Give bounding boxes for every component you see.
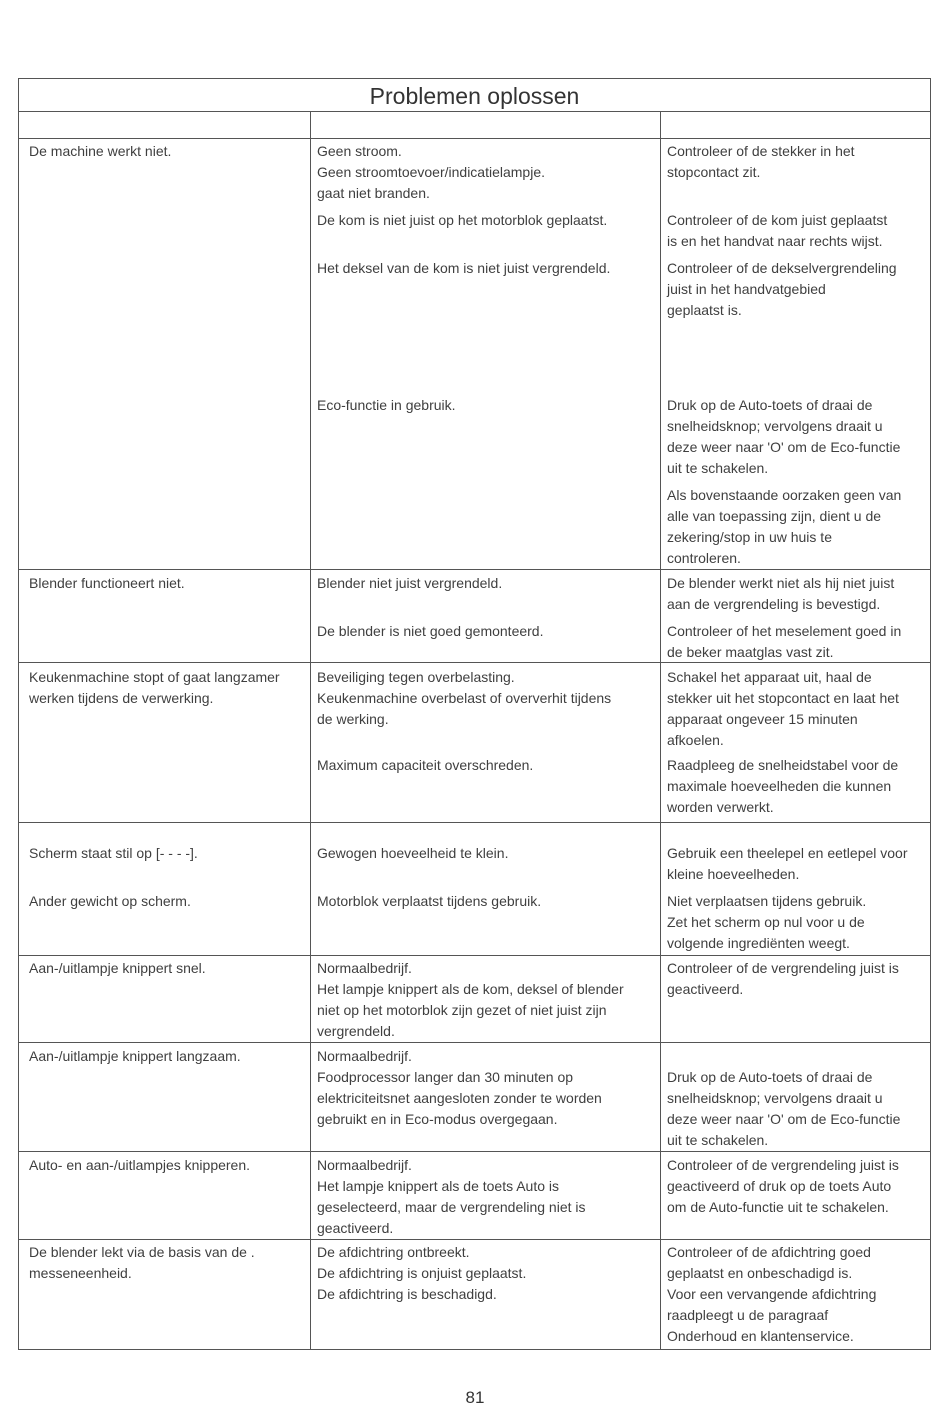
solution-cell-line: deze weer naar 'O' om de Eco-functie [667, 1111, 901, 1127]
cause-cell [317, 573, 502, 594]
solution-cell [667, 755, 898, 818]
solution-cell [667, 395, 900, 479]
solution-cell [667, 843, 908, 885]
problem-cell [29, 1046, 241, 1067]
cause-cell-line: Geen stroomtoevoer/indicatielampje. [317, 164, 546, 180]
cause-cell-line: Normaalbedrijf. [317, 1048, 412, 1064]
solution-cell [667, 1067, 900, 1151]
cause-cell-line: Normaalbedrijf. [317, 1157, 412, 1173]
cause-cell-line: gebruikt en in Eco-modus overgegaan. [317, 1111, 558, 1127]
cause-cell-line: vergrendeld. [317, 1023, 395, 1039]
solution-cell-line: apparaat ongeveer 15 minuten [667, 711, 858, 727]
problem-cell [29, 891, 191, 912]
cause-cell-line: Maximum capaciteit overschreden. [317, 757, 534, 773]
solution-cell-line: Onderhoud en klantenservice. [667, 1328, 854, 1344]
cause-cell-line: Het deksel van de kom is niet juist vergrendeld. [317, 260, 611, 276]
solution-cell-line: controleren. [667, 550, 741, 566]
cause-cell-line: elektriciteitsnet aangesloten zonder te worden [317, 1090, 602, 1106]
cause-cell [317, 1155, 586, 1239]
problem-cell-line: Keukenmachine stopt of gaat langzamer [29, 669, 280, 685]
problem-cell-line: De machine werkt niet. [29, 143, 172, 159]
page-title: Problemen oplossen [19, 79, 930, 112]
problem-cell-line: Scherm staat stil op [- - - -]. [29, 845, 198, 861]
solution-cell-line: Controleer of de stekker in het [667, 143, 855, 159]
cause-cell-line: Foodprocessor langer dan 30 minuten op [317, 1069, 574, 1085]
cause-cell [317, 667, 611, 730]
problem-cell-line: Aan-/uitlampje knippert snel. [29, 960, 206, 976]
row-divider [19, 955, 930, 956]
solution-cell-line: aan de vergrendeling is bevestigd. [667, 596, 881, 612]
cause-cell-line: Gewogen hoeveelheid te klein. [317, 845, 509, 861]
column-divider [310, 111, 311, 1349]
solution-cell-line: geactiveerd. [667, 981, 744, 997]
cause-cell [317, 843, 508, 864]
solution-cell-line: Controleer of de vergrendeling juist is [667, 960, 899, 976]
solution-cell-line: Raadpleeg de snelheidstabel voor de [667, 757, 899, 773]
solution-cell-line: zekering/stop in uw huis te [667, 529, 832, 545]
cause-cell [317, 958, 624, 1042]
solution-cell-line: is en het handvat naar rechts wijst. [667, 233, 883, 249]
cause-cell [317, 395, 456, 416]
problem-cell [29, 667, 280, 709]
cause-cell-line: De afdichtring is onjuist geplaatst. [317, 1265, 527, 1281]
cause-cell [317, 1046, 602, 1130]
cause-cell-line: geselecteerd, maar de vergrendeling niet is [317, 1199, 586, 1215]
cause-cell-line: De kom is niet juist op het motorblok geplaatst. [317, 212, 608, 228]
column-divider [660, 111, 661, 1349]
solution-cell-line: Druk op de Auto-toets of draai de [667, 1069, 873, 1085]
solution-cell-line: uit te schakelen. [667, 460, 769, 476]
solution-cell-line: geplaatst is. [667, 302, 742, 318]
solution-cell-line: Zet het scherm op nul voor u de [667, 914, 865, 930]
problem-cell-line: Auto- en aan-/uitlampjes knipperen. [29, 1157, 251, 1173]
cause-cell [317, 141, 545, 204]
solution-cell-line: alle van toepassing zijn, dient u de [667, 508, 882, 524]
cause-cell [317, 258, 610, 279]
problem-cell-line: De blender lekt via de basis van de . [29, 1244, 255, 1260]
solution-cell-line: geplaatst en onbeschadigd is. [667, 1265, 853, 1281]
cause-cell [317, 210, 607, 231]
cause-cell-line: de werking. [317, 711, 389, 727]
problem-cell [29, 843, 198, 864]
cause-cell [317, 755, 533, 776]
solution-cell [667, 621, 901, 663]
cause-cell-line: Normaalbedrijf. [317, 960, 412, 976]
cause-cell-line: geactiveerd. [317, 1220, 394, 1236]
cause-cell-line: Het lampje knippert als de kom, deksel of blender [317, 981, 624, 997]
cause-cell-line: Blender niet juist vergrendeld. [317, 575, 503, 591]
problem-cell-line: Ander gewicht op scherm. [29, 893, 191, 909]
cause-cell-line: De blender is niet goed gemonteerd. [317, 623, 544, 639]
cause-cell [317, 1242, 526, 1305]
row-divider [19, 1151, 930, 1152]
solution-cell-line: Controleer of de vergrendeling juist is [667, 1157, 899, 1173]
cause-cell [317, 891, 541, 912]
solution-cell-line: Controleer of de kom juist geplaatst [667, 212, 888, 228]
solution-cell [667, 1242, 876, 1347]
problem-cell [29, 958, 206, 979]
cause-cell-line: Eco-functie in gebruik. [317, 397, 456, 413]
problem-cell-line: Blender functioneert niet. [29, 575, 185, 591]
cause-cell-line: De afdichtring is beschadigd. [317, 1286, 497, 1302]
solution-cell-line: De blender werkt niet als hij niet juist [667, 575, 895, 591]
problem-cell-line: werken tijdens de verwerking. [29, 690, 214, 706]
row-divider [19, 569, 930, 570]
solution-cell-line: Gebruik een theelepel en eetlepel voor [667, 845, 908, 861]
solution-cell [667, 891, 866, 954]
solution-cell-line: Controleer of de afdichtring goed [667, 1244, 871, 1260]
problem-cell [29, 1155, 250, 1176]
solution-cell-line: Schakel het apparaat uit, haal de [667, 669, 872, 685]
solution-cell [667, 485, 901, 569]
problem-cell [29, 141, 171, 162]
solution-cell-line: raadpleegt u de paragraaf [667, 1307, 829, 1323]
solution-cell-line: Niet verplaatsen tijdens gebruik. [667, 893, 867, 909]
solution-cell [667, 573, 894, 615]
solution-cell-line: maximale hoeveelheden die kunnen [667, 778, 892, 794]
solution-cell-line: snelheidsknop; vervolgens draait u [667, 418, 883, 434]
solution-cell-line: Voor een vervangende afdichtring [667, 1286, 877, 1302]
row-divider [19, 138, 930, 139]
solution-cell-line: Druk op de Auto-toets of draai de [667, 397, 873, 413]
solution-cell-line: worden verwerkt. [667, 799, 774, 815]
row-divider [19, 1042, 930, 1043]
solution-cell-line: stekker uit het stopcontact en laat het [667, 690, 899, 706]
solution-cell-line: de beker maatglas vast zit. [667, 644, 834, 660]
cause-cell-line: Motorblok verplaatst tijdens gebruik. [317, 893, 542, 909]
solution-cell-line: Als bovenstaande oorzaken geen van [667, 487, 902, 503]
troubleshooting-table [18, 78, 931, 1350]
solution-cell-line: geactiveerd of druk op de toets Auto [667, 1178, 892, 1194]
solution-cell-line: Controleer of de dekselvergrendeling [667, 260, 897, 276]
problem-cell [29, 1242, 255, 1284]
solution-cell-line: juist in het handvatgebied [667, 281, 826, 297]
solution-cell [667, 1155, 899, 1218]
solution-cell-line: deze weer naar 'O' om de Eco-functie [667, 439, 901, 455]
solution-cell-line: afkoelen. [667, 732, 724, 748]
row-divider [19, 1239, 930, 1240]
problem-cell [29, 573, 185, 594]
cause-cell-line: gaat niet branden. [317, 185, 430, 201]
cause-cell-line: Keukenmachine overbelast of oververhit tijdens [317, 690, 612, 706]
solution-cell-line: kleine hoeveelheden. [667, 866, 800, 882]
cause-cell [317, 621, 543, 642]
solution-cell-line: stopcontact zit. [667, 164, 761, 180]
problem-cell-line: messeneenheid. [29, 1265, 132, 1281]
solution-cell-line: snelheidsknop; vervolgens draait u [667, 1090, 883, 1106]
solution-cell-line: uit te schakelen. [667, 1132, 769, 1148]
solution-cell [667, 210, 887, 252]
cause-cell-line: Beveiliging tegen overbelasting. [317, 669, 515, 685]
solution-cell [667, 667, 899, 751]
solution-cell [667, 258, 897, 321]
cause-cell-line: Het lampje knippert als de toets Auto is [317, 1178, 560, 1194]
cause-cell-line: De afdichtring ontbreekt. [317, 1244, 470, 1260]
solution-cell [667, 958, 899, 1000]
row-divider [19, 822, 930, 823]
solution-cell-line: volgende ingrediënten weegt. [667, 935, 850, 951]
cause-cell-line: niet op het motorblok zijn gezet of niet juist zijn [317, 1002, 607, 1018]
solution-cell-line: Controleer of het meselement goed in [667, 623, 902, 639]
solution-cell-line: om de Auto-functie uit te schakelen. [667, 1199, 889, 1215]
solution-cell [667, 141, 855, 183]
problem-cell-line: Aan-/uitlampje knippert langzaam. [29, 1048, 241, 1064]
cause-cell-line: Geen stroom. [317, 143, 402, 159]
page-number: 81 [465, 1388, 485, 1407]
